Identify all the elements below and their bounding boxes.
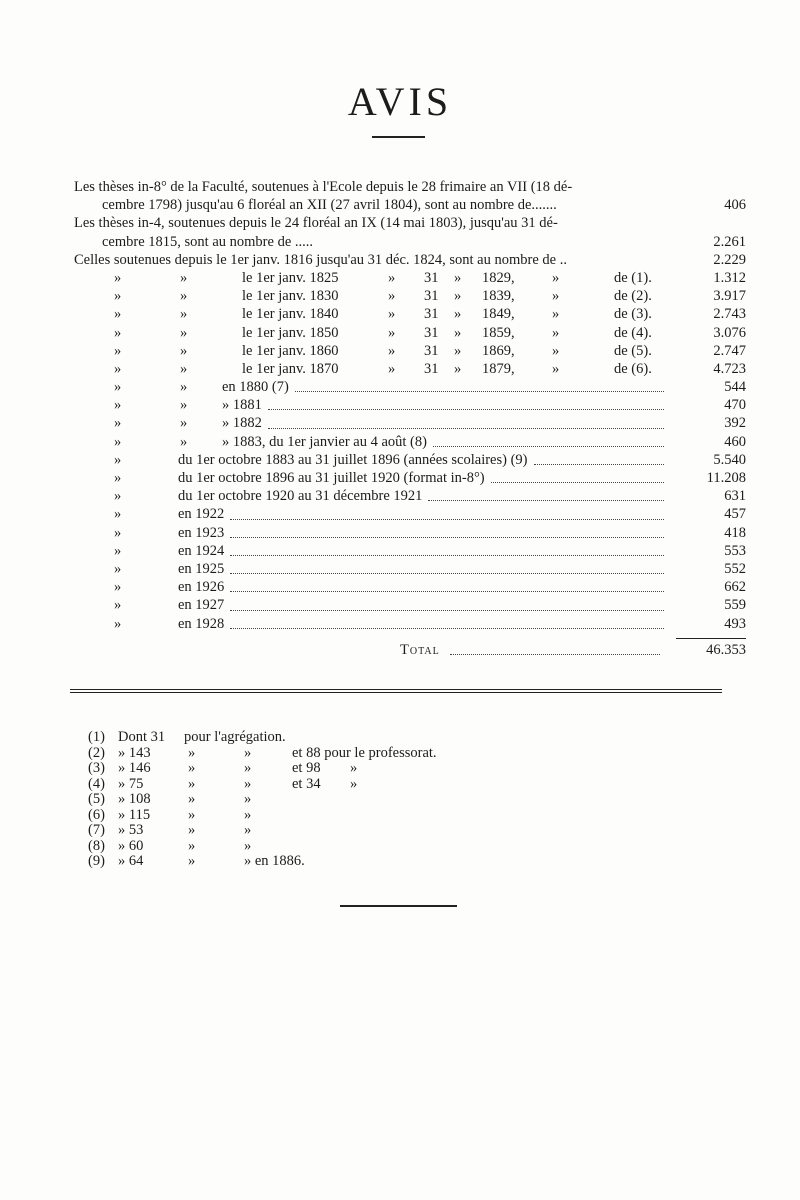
intro-text: Celles soutenues depuis le 1er janv. 1816 jusqu'au 31 déc. 1824, sont au nombre de .. bbox=[74, 251, 567, 268]
period-q1: » bbox=[114, 324, 122, 341]
count-value: 662 bbox=[724, 579, 746, 596]
period-start: le 1er janv. 1870 bbox=[242, 360, 339, 377]
page-title: AVIS bbox=[347, 79, 453, 124]
footnote-c3: » bbox=[244, 806, 252, 823]
count-value: 11.208 bbox=[706, 470, 746, 486]
year-mark-a: » bbox=[114, 415, 122, 432]
year-mark-a: » bbox=[114, 506, 122, 523]
year-mark-a: » bbox=[114, 488, 122, 505]
year-text: » 1882 bbox=[222, 415, 262, 432]
dot-leader bbox=[230, 500, 664, 519]
dot-leader bbox=[268, 391, 664, 410]
period-d: 31 bbox=[424, 306, 439, 323]
count-value: 418 bbox=[724, 524, 746, 541]
period-end: 1829, bbox=[482, 269, 515, 286]
year-mark-a: » bbox=[114, 560, 122, 577]
title-rule bbox=[372, 136, 425, 138]
footnote-c3: » en 1886. bbox=[244, 853, 305, 869]
footnote-c1: » 53 bbox=[118, 822, 144, 838]
period-q5: » bbox=[552, 324, 560, 341]
footnote-n: (7) bbox=[88, 822, 105, 838]
footnote-c1: » 75 bbox=[118, 775, 144, 792]
year-text: du 1er octobre 1920 au 31 décembre 1921 bbox=[178, 488, 423, 505]
footnote-n: (4) bbox=[88, 775, 105, 792]
footnote-n: (5) bbox=[88, 791, 105, 807]
footnote-c2: » bbox=[188, 853, 196, 869]
intro-line bbox=[74, 251, 746, 269]
year-text: en 1923 bbox=[178, 524, 225, 541]
total-row bbox=[74, 641, 746, 659]
period-row bbox=[74, 269, 746, 287]
year-text: en 1922 bbox=[178, 506, 225, 523]
period-q5: » bbox=[552, 342, 560, 359]
period-q3: » bbox=[388, 324, 396, 341]
period-q1: » bbox=[114, 269, 122, 286]
year-text: en 1927 bbox=[178, 597, 225, 614]
thesis-count-table bbox=[74, 178, 746, 659]
period-q3: » bbox=[388, 342, 396, 359]
period-d: 31 bbox=[424, 342, 439, 359]
period-end: 1879, bbox=[482, 360, 515, 377]
count-value: 3.917 bbox=[713, 288, 746, 305]
year-mark-a: » bbox=[114, 615, 122, 632]
intro-text: cembre 1815, sont au nombre de ..... bbox=[102, 233, 314, 250]
year-text: du 1er octobre 1896 au 31 juillet 1920 (format in-8°) bbox=[178, 470, 485, 486]
intro-text: Les thèses in-8° de la Faculté, soutenues à l'Ecole depuis le 28 frimaire an VII (18 dé- bbox=[74, 179, 573, 195]
end-rule bbox=[340, 905, 457, 907]
dot-leader bbox=[295, 373, 664, 392]
count-value: 3.076 bbox=[713, 324, 746, 341]
footnote-c3: » bbox=[244, 791, 252, 807]
dot-leader bbox=[230, 610, 664, 629]
footnote-c1: » 143 bbox=[118, 744, 151, 761]
intro-line bbox=[74, 196, 746, 214]
period-d: 31 bbox=[424, 269, 439, 286]
year-mark-a: » bbox=[114, 451, 122, 468]
count-value: 631 bbox=[724, 488, 746, 505]
period-start: le 1er janv. 1840 bbox=[242, 306, 339, 323]
footnote-c4: et 88 pour le professorat. bbox=[292, 744, 437, 761]
count-value: 559 bbox=[724, 597, 746, 614]
footnote-c1: » 115 bbox=[118, 806, 151, 823]
year-text: en 1880 (7) bbox=[222, 379, 289, 396]
year-text: du 1er octobre 1883 au 31 juillet 1896 (années scolaires) (9) bbox=[178, 451, 528, 468]
dot-leader bbox=[230, 519, 664, 538]
footnote-c3: » bbox=[244, 775, 252, 792]
year-text: en 1925 bbox=[178, 560, 225, 577]
period-q4: » bbox=[454, 324, 462, 341]
period-end: 1859, bbox=[482, 324, 515, 341]
count-value: 5.540 bbox=[713, 451, 746, 468]
count-value: 460 bbox=[724, 433, 746, 450]
footnote-n: (6) bbox=[88, 806, 105, 823]
footnote-n: (1) bbox=[88, 729, 105, 745]
period-q5: » bbox=[552, 360, 560, 377]
period-start: le 1er janv. 1825 bbox=[242, 269, 339, 286]
period-start: le 1er janv. 1860 bbox=[242, 342, 339, 359]
intro-line bbox=[74, 214, 746, 232]
period-end: 1849, bbox=[482, 306, 515, 323]
footnote-n: (2) bbox=[88, 744, 105, 761]
period-q2: » bbox=[180, 288, 188, 305]
total-rule bbox=[676, 638, 746, 639]
intro-line bbox=[74, 233, 746, 251]
intro-text: Les thèses in-4, soutenues depuis le 24 floréal an IX (14 mai 1803), jusqu'au 31 dé- bbox=[74, 215, 558, 232]
section-divider-lower bbox=[70, 692, 722, 693]
period-q4: » bbox=[454, 269, 462, 286]
dot-leader bbox=[230, 591, 664, 610]
period-note: de (6). bbox=[614, 360, 652, 377]
year-mark-b: » bbox=[180, 379, 188, 396]
footnote-n: (3) bbox=[88, 760, 105, 776]
year-mark-a: » bbox=[114, 579, 122, 596]
footnote-c3: » bbox=[244, 837, 252, 854]
period-q3: » bbox=[388, 360, 396, 377]
year-mark-a: » bbox=[114, 470, 122, 486]
total-label: Total bbox=[400, 641, 440, 658]
period-note: de (4). bbox=[614, 324, 652, 341]
period-row bbox=[74, 287, 746, 305]
footnote-c1: » 60 bbox=[118, 837, 144, 854]
dot-leader bbox=[450, 636, 660, 655]
period-q4: » bbox=[454, 306, 462, 323]
count-value: 2.743 bbox=[713, 306, 746, 323]
dot-leader bbox=[433, 428, 664, 447]
footnote-c2: » bbox=[188, 837, 196, 854]
section-divider bbox=[70, 689, 722, 690]
period-end: 1869, bbox=[482, 342, 515, 359]
period-q5: » bbox=[552, 288, 560, 305]
period-q2: » bbox=[180, 342, 188, 359]
intro-text: cembre 1798) jusqu'au 6 floréal an XII (27 avril 1804), sont au nombre de....... bbox=[102, 197, 557, 214]
period-q3: » bbox=[388, 288, 396, 305]
year-mark-a: » bbox=[114, 524, 122, 541]
footnote-c1: » 64 bbox=[118, 853, 144, 869]
footnote-c4: et 34 bbox=[292, 775, 321, 792]
footnote-c2: pour l'agrégation. bbox=[184, 729, 286, 745]
dot-leader bbox=[268, 409, 664, 428]
footnote-c1: Dont 31 bbox=[118, 729, 166, 745]
footnote-c3: » bbox=[244, 744, 252, 761]
count-value: 2.747 bbox=[713, 342, 746, 359]
period-row bbox=[74, 342, 746, 360]
period-q2: » bbox=[180, 324, 188, 341]
period-row bbox=[74, 305, 746, 323]
year-mark-a: » bbox=[114, 397, 122, 414]
period-d: 31 bbox=[424, 324, 439, 341]
footnote-c2: » bbox=[188, 775, 196, 792]
count-value: 392 bbox=[724, 415, 746, 432]
count-value: 4.723 bbox=[713, 360, 746, 377]
year-text: en 1928 bbox=[178, 615, 225, 632]
count-value: 544 bbox=[724, 379, 746, 396]
period-q5: » bbox=[552, 306, 560, 323]
period-q3: » bbox=[388, 306, 396, 323]
intro-line bbox=[74, 178, 746, 196]
dot-leader bbox=[230, 573, 664, 592]
period-note: de (1). bbox=[614, 269, 652, 286]
year-mark-a: » bbox=[114, 542, 122, 559]
total-value: 46.353 bbox=[706, 641, 746, 658]
footnote-n: (8) bbox=[88, 837, 105, 854]
period-q5: » bbox=[552, 269, 560, 286]
count-value: 552 bbox=[724, 560, 746, 577]
period-q4: » bbox=[454, 288, 462, 305]
footnote-c4: et 98 bbox=[292, 760, 321, 776]
footnote-c3: » bbox=[244, 760, 252, 776]
dot-leader bbox=[491, 464, 664, 483]
count-value: 493 bbox=[724, 615, 746, 632]
period-q4: » bbox=[454, 360, 462, 377]
year-mark-b: » bbox=[180, 433, 188, 450]
year-text: » 1881 bbox=[222, 397, 262, 414]
footnote-c2: » bbox=[188, 760, 196, 776]
footnote-c2: » bbox=[188, 806, 196, 823]
dot-leader bbox=[230, 537, 664, 556]
year-text: en 1926 bbox=[178, 579, 225, 596]
footnote-c5: » bbox=[350, 775, 358, 792]
count-value: 406 bbox=[724, 197, 746, 214]
period-q2: » bbox=[180, 360, 188, 377]
year-mark-a: » bbox=[114, 433, 122, 450]
period-end: 1839, bbox=[482, 288, 515, 305]
period-d: 31 bbox=[424, 288, 439, 305]
period-q4: » bbox=[454, 342, 462, 359]
footnote-n: (9) bbox=[88, 853, 105, 869]
footnote-c2: » bbox=[188, 791, 196, 807]
period-q1: » bbox=[114, 306, 122, 323]
year-mark-a: » bbox=[114, 379, 122, 396]
year-text: » 1883, du 1er janvier au 4 août (8) bbox=[222, 433, 427, 450]
footnote-c1: » 146 bbox=[118, 760, 151, 776]
year-mark-b: » bbox=[180, 415, 188, 432]
period-note: de (2). bbox=[614, 288, 652, 305]
period-start: le 1er janv. 1830 bbox=[242, 288, 339, 305]
count-value: 553 bbox=[724, 542, 746, 559]
period-q2: » bbox=[180, 269, 188, 286]
count-value: 470 bbox=[724, 397, 746, 414]
count-value: 457 bbox=[724, 506, 746, 523]
footnote-c3: » bbox=[244, 822, 252, 838]
period-q3: » bbox=[388, 269, 396, 286]
period-row bbox=[74, 324, 746, 342]
footnote-c5: » bbox=[350, 760, 358, 776]
year-mark-a: » bbox=[114, 597, 122, 614]
footnote-c2: » bbox=[188, 822, 196, 838]
period-q1: » bbox=[114, 288, 122, 305]
year-row bbox=[74, 615, 746, 633]
period-q2: » bbox=[180, 306, 188, 323]
dot-leader bbox=[534, 446, 664, 465]
year-mark-b: » bbox=[180, 397, 188, 414]
period-q1: » bbox=[114, 342, 122, 359]
period-start: le 1er janv. 1850 bbox=[242, 324, 339, 341]
count-value: 2.229 bbox=[713, 251, 746, 268]
count-value: 1.312 bbox=[713, 269, 746, 286]
period-q1: » bbox=[114, 360, 122, 377]
period-d: 31 bbox=[424, 360, 439, 377]
footnote-c2: » bbox=[188, 744, 196, 761]
period-note: de (5). bbox=[614, 342, 652, 359]
dot-leader bbox=[428, 482, 664, 501]
year-text: en 1924 bbox=[178, 542, 225, 559]
footnote-c1: » 108 bbox=[118, 791, 151, 807]
count-value: 2.261 bbox=[713, 233, 746, 250]
period-note: de (3). bbox=[614, 306, 652, 323]
dot-leader bbox=[230, 555, 664, 574]
